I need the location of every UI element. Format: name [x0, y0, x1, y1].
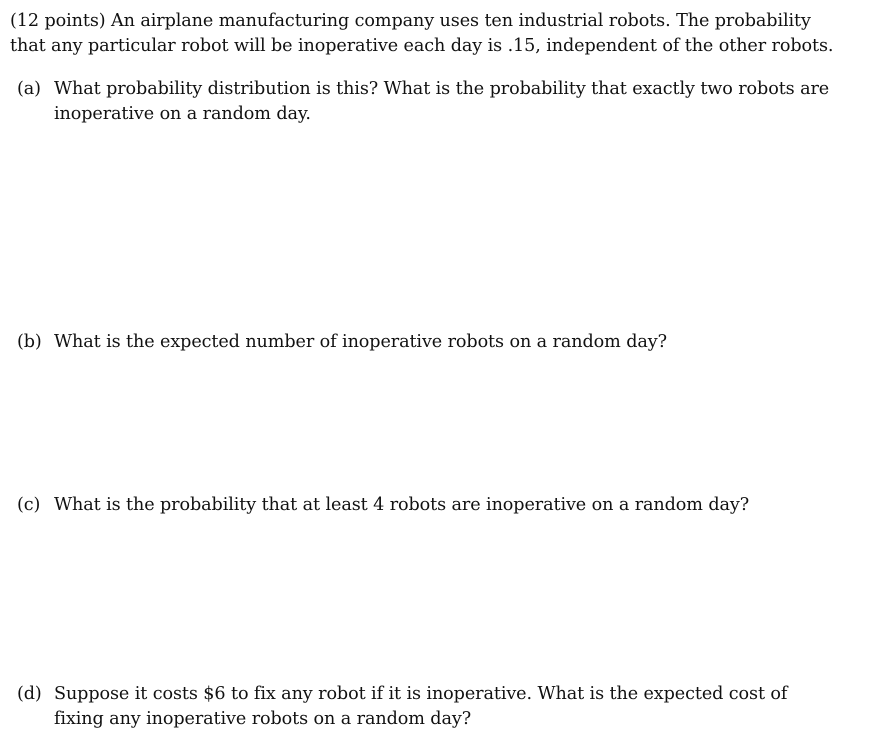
question-part-d [17, 682, 837, 732]
question-part-b [17, 330, 837, 355]
part-c-text: What is the probability that at least 4 robots are inoperative on a random day? [54, 495, 750, 515]
question-part-c [17, 493, 837, 518]
problem-statement: An airplane manufacturing company uses ten industrial robots. The probability that any particular robot will be inoperative each day is .15, independent of the other robots. [10, 11, 834, 56]
question-part-a [17, 77, 837, 127]
part-b-text: What is the expected number of inoperative robots on a random day? [54, 332, 667, 352]
problem-intro [10, 9, 840, 59]
part-c-label: (c) [17, 495, 41, 515]
part-a-label: (a) [17, 79, 41, 99]
part-d-label: (d) [17, 684, 42, 704]
part-b-label: (b) [17, 332, 42, 352]
points-label: (12 points) [10, 11, 106, 31]
part-d-text: Suppose it costs $6 to fix any robot if it is inoperative. What is the expected cost of fixing any inoperative robots on a random day? [54, 684, 788, 729]
part-a-text: What probability distribution is this? What is the probability that exactly two robots are inoperative on a random day. [54, 79, 830, 124]
